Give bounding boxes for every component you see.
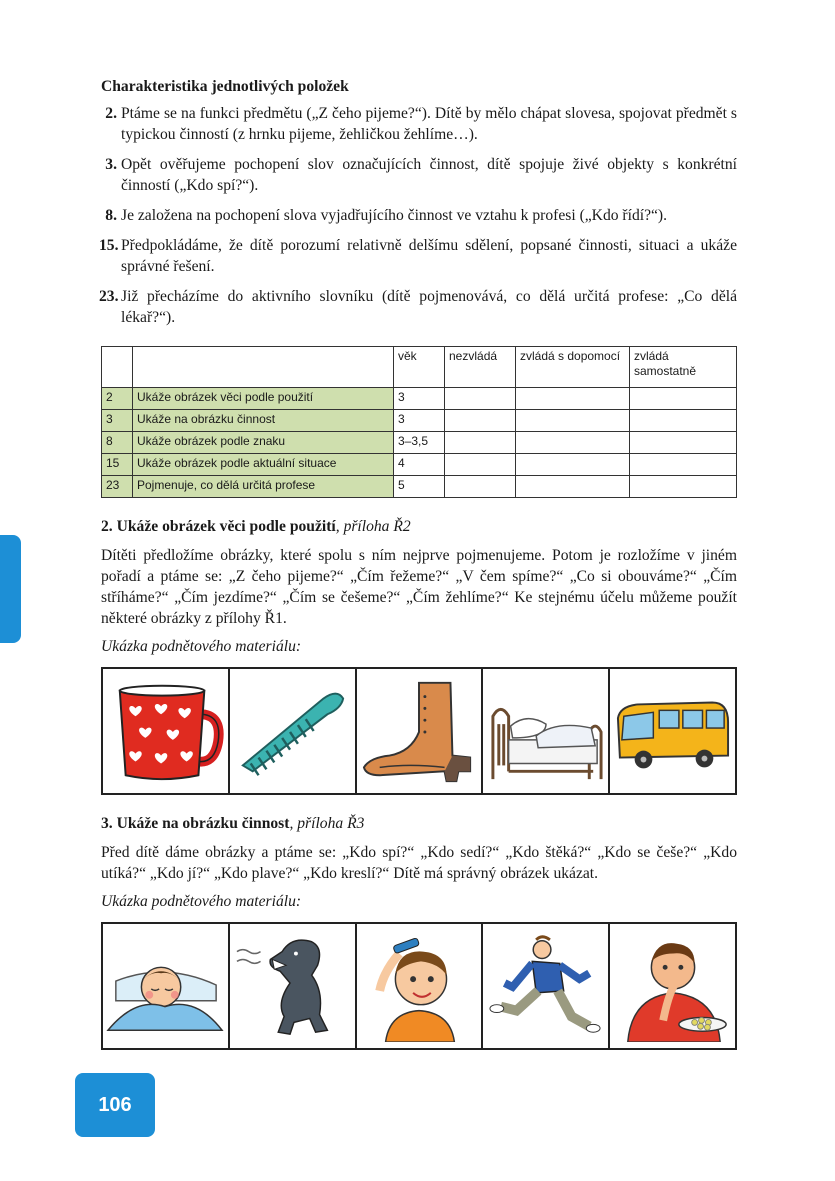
list-item: 23. Již přecházíme do aktivního slovníku (dítě pojmenovává, co dělá určitá profese: „Co dělá lékař?“). xyxy=(99,288,737,326)
mug-image xyxy=(103,669,230,793)
table-row: 2 Ukáže obrázek věci podle použití 3 xyxy=(102,388,737,410)
checkbox-cell[interactable] xyxy=(630,410,737,432)
boot-image xyxy=(357,669,484,793)
barking-dog-image xyxy=(230,924,357,1048)
checkbox-cell[interactable] xyxy=(630,388,737,410)
section-3-image-strip xyxy=(101,922,737,1050)
bus-image xyxy=(610,669,735,793)
list-item: 2. Ptáme se na funkci předmětu („Z čeho pijeme?“). Dítě by mělo chápat slovesa, spojovat předmět s typickou činností (z hrnku pijeme, žehličkou žehlíme…). xyxy=(105,105,737,143)
table-row: 3 Ukáže na obrázku činnost 3 xyxy=(102,410,737,432)
checkbox-cell[interactable] xyxy=(516,388,630,410)
chapter-side-tab xyxy=(0,535,21,643)
bed-image xyxy=(483,669,610,793)
list-item: 8. Je založena na pochopení slova vyjadřujícího činnost ve vztahu k profesi („Kdo řídí?“). xyxy=(105,207,668,224)
section-2-body: Dítěti předložíme obrázky, které spolu s ním nejprve pojmenujeme. Potom je rozložíme v jiném pořadí a ptáme se: „Z čeho pijeme?“ „Čím řežeme?“ „V čem spíme?“ „Co si obouváme?“ „Čím stříháme?“ „Čím jezdíme?“ „Čím se češeme?“ „Čím žehlíme?“ Ke stejnému účelu můžeme použít některé obrázky z přílohy Ř1. xyxy=(101,547,737,627)
checkbox-cell[interactable] xyxy=(516,476,630,498)
section-2-image-strip xyxy=(101,667,737,795)
checkbox-cell[interactable] xyxy=(630,432,737,454)
checkbox-cell[interactable] xyxy=(445,410,516,432)
table-row: 15 Ukáže obrázek podle aktuální situace 4 xyxy=(102,454,737,476)
list-item: 15. Předpokládáme, že dítě porozumí relativně delšímu sdělení, popsané činnosti, situaci a ukáže správné řešení. xyxy=(99,237,737,275)
checkbox-cell[interactable] xyxy=(445,454,516,476)
barking-dog-icon xyxy=(233,930,351,1042)
eating-man-icon xyxy=(614,930,732,1042)
items-list xyxy=(101,103,737,328)
section-2-caption: Ukázka podnětového materiálu: xyxy=(101,638,302,655)
checkbox-cell[interactable] xyxy=(516,410,630,432)
checkbox-cell[interactable] xyxy=(516,454,630,476)
independent-header: zvládá samostatně xyxy=(630,347,737,388)
not-mastered-header: nezvládá xyxy=(445,347,516,388)
eating-man-image xyxy=(610,924,735,1048)
evaluation-table xyxy=(101,346,737,498)
checkbox-cell[interactable] xyxy=(445,388,516,410)
checkbox-cell[interactable] xyxy=(445,476,516,498)
section-heading: Charakteristika jednotlivých položek xyxy=(101,78,349,95)
boy-combing-icon xyxy=(360,930,478,1042)
comb-image xyxy=(230,669,357,793)
list-item: 3. Opět ověřujeme pochopení slov označujících činnost, dítě spojuje živé objekty s konkrétní činností („Kdo spí?“). xyxy=(105,156,737,194)
sleeping-child-icon xyxy=(106,930,224,1042)
age-header: věk xyxy=(394,347,445,388)
checkbox-cell[interactable] xyxy=(630,476,737,498)
boy-combing-image xyxy=(357,924,484,1048)
table-row: 23 Pojmenuje, co dělá určitá profese 5 xyxy=(102,476,737,498)
checkbox-cell[interactable] xyxy=(516,432,630,454)
checkbox-cell[interactable] xyxy=(630,454,737,476)
running-man-image xyxy=(483,924,610,1048)
boot-icon xyxy=(360,675,478,787)
table-row: 8 Ukáže obrázek podle znaku 3–3,5 xyxy=(102,432,737,454)
bed-icon xyxy=(487,675,605,787)
section-3-title: 3. Ukáže na obrázku činnost, příloha Ř3 xyxy=(101,815,365,832)
checkbox-cell[interactable] xyxy=(445,432,516,454)
section-3-body: Před dítě dáme obrázky a ptáme se: „Kdo spí?“ „Kdo sedí?“ „Kdo štěká?“ „Kdo se češe?“ „Kdo utíká?“ „Kdo jí?“ „Kdo plave?“ „Kdo kreslí?“ Dítě má správný obrázek ukázat. xyxy=(101,844,737,882)
section-2-title: 2. Ukáže obrázek věci podle použití, příloha Ř2 xyxy=(101,518,411,535)
with-help-header: zvládá s dopomocí xyxy=(516,347,630,388)
sleeping-child-image xyxy=(103,924,230,1048)
page-content xyxy=(101,76,737,1050)
table-header-row xyxy=(102,347,737,388)
mug-icon xyxy=(106,675,224,787)
comb-icon xyxy=(233,675,351,787)
page-number: 106 xyxy=(75,1073,155,1137)
section-3-caption: Ukázka podnětového materiálu: xyxy=(101,893,302,910)
bus-icon xyxy=(614,675,732,787)
running-man-icon xyxy=(487,930,605,1042)
